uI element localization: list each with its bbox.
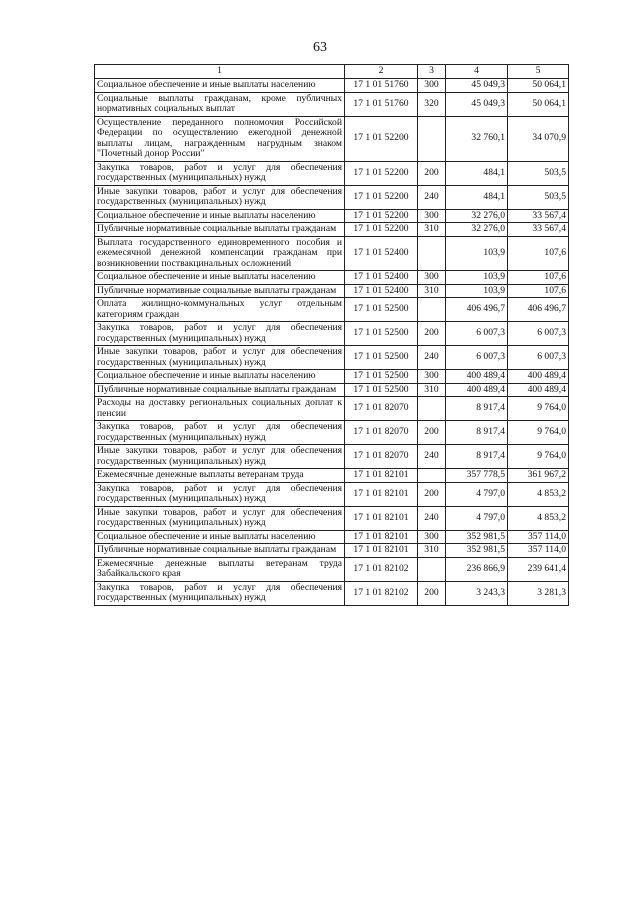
table-header-row: [95, 65, 569, 79]
table-row: [95, 530, 569, 544]
table-row: [95, 370, 569, 384]
row-code: 17 1 01 82101: [345, 544, 418, 558]
row-expense-type: 300: [418, 209, 446, 223]
row-name: Выплата государственного единовременного пособия и ежемесячной денежной компенсации гражданам при возникновении поствакцинальных осложнений: [95, 236, 345, 271]
row-value-year2: 6 007,3: [508, 322, 569, 346]
header-col-5: 5: [508, 65, 569, 79]
row-expense-type: 240: [418, 346, 446, 370]
row-value-year1: 352 981,5: [446, 530, 508, 544]
row-code: 17 1 01 52200: [345, 209, 418, 223]
row-value-year2: 107,6: [508, 236, 569, 271]
row-expense-type: [418, 116, 446, 161]
row-value-year1: 6 007,3: [446, 346, 508, 370]
header-col-2: 2: [345, 65, 418, 79]
row-value-year1: 103,9: [446, 236, 508, 271]
row-value-year1: 484,1: [446, 161, 508, 185]
row-code: 17 1 01 52200: [345, 116, 418, 161]
row-value-year2: 503,5: [508, 185, 569, 209]
row-name: Закупка товаров, работ и услуг для обеспечения государственных (муниципальных) нужд: [95, 581, 345, 605]
row-value-year2: 107,6: [508, 284, 569, 298]
row-value-year1: 6 007,3: [446, 322, 508, 346]
row-code: 17 1 01 52500: [345, 346, 418, 370]
page-number: 63: [313, 40, 327, 55]
row-value-year2: 361 967,2: [508, 469, 569, 483]
table-row: [95, 469, 569, 483]
row-value-year1: 3 243,3: [446, 581, 508, 605]
row-value-year2: 357 114,0: [508, 530, 569, 544]
row-value-year1: 45 049,3: [446, 92, 508, 116]
row-name: Оплата жилищно-коммунальных услуг отдельным категориям граждан: [95, 298, 345, 322]
row-code: 17 1 01 52500: [345, 370, 418, 384]
row-name: Иные закупки товаров, работ и услуг для обеспечения государственных (муниципальных) нужд: [95, 506, 345, 530]
row-value-year1: 406 496,7: [446, 298, 508, 322]
row-code: 17 1 01 52400: [345, 236, 418, 271]
row-value-year2: 107,6: [508, 271, 569, 285]
row-value-year2: 400 489,4: [508, 370, 569, 384]
row-name: Публичные нормативные социальные выплаты гражданам: [95, 544, 345, 558]
row-value-year1: 32 760,1: [446, 116, 508, 161]
table-row: [95, 92, 569, 116]
row-name: Ежемесячные денежные выплаты ветеранам труда Забайкальского края: [95, 557, 345, 581]
row-expense-type: 310: [418, 383, 446, 397]
row-expense-type: 300: [418, 79, 446, 93]
row-value-year2: 34 070,9: [508, 116, 569, 161]
table-row: [95, 298, 569, 322]
row-expense-type: [418, 557, 446, 581]
table-row: [95, 506, 569, 530]
row-expense-type: 320: [418, 92, 446, 116]
table-row: [95, 236, 569, 271]
table-row: [95, 581, 569, 605]
row-name: Закупка товаров, работ и услуг для обеспечения государственных (муниципальных) нужд: [95, 482, 345, 506]
row-value-year1: 8 917,4: [446, 445, 508, 469]
header-col-1: 1: [95, 65, 345, 79]
budget-table: [94, 64, 569, 606]
row-code: 17 1 01 51760: [345, 79, 418, 93]
row-code: 17 1 01 82070: [345, 397, 418, 421]
row-expense-type: [418, 298, 446, 322]
row-value-year2: 4 853,2: [508, 506, 569, 530]
row-expense-type: 310: [418, 223, 446, 237]
row-value-year1: 484,1: [446, 185, 508, 209]
row-value-year2: 9 764,0: [508, 445, 569, 469]
row-name: Иные закупки товаров, работ и услуг для обеспечения государственных (муниципальных) нужд: [95, 445, 345, 469]
row-expense-type: 300: [418, 370, 446, 384]
row-value-year2: 9 764,0: [508, 421, 569, 445]
row-expense-type: 200: [418, 322, 446, 346]
row-name: Публичные нормативные социальные выплаты гражданам: [95, 284, 345, 298]
row-code: 17 1 01 82070: [345, 445, 418, 469]
row-code: 17 1 01 51760: [345, 92, 418, 116]
row-code: 17 1 01 52400: [345, 271, 418, 285]
row-name: Социальное обеспечение и иные выплаты населению: [95, 79, 345, 93]
row-value-year2: 357 114,0: [508, 544, 569, 558]
row-value-year1: 400 489,4: [446, 370, 508, 384]
header-col-3: 3: [418, 65, 446, 79]
table-row: [95, 271, 569, 285]
row-code: 17 1 01 52200: [345, 161, 418, 185]
row-code: 17 1 01 82102: [345, 557, 418, 581]
row-value-year2: 50 064,1: [508, 79, 569, 93]
row-expense-type: [418, 236, 446, 271]
row-value-year1: 8 917,4: [446, 421, 508, 445]
table-row: [95, 482, 569, 506]
row-expense-type: 300: [418, 271, 446, 285]
row-code: 17 1 01 82101: [345, 506, 418, 530]
row-name: Публичные нормативные социальные выплаты гражданам: [95, 223, 345, 237]
row-expense-type: 200: [418, 421, 446, 445]
row-code: 17 1 01 82070: [345, 421, 418, 445]
table-row: [95, 557, 569, 581]
row-value-year2: 400 489,4: [508, 383, 569, 397]
row-value-year2: 406 496,7: [508, 298, 569, 322]
row-expense-type: 200: [418, 581, 446, 605]
row-value-year1: 45 049,3: [446, 79, 508, 93]
table-row: [95, 346, 569, 370]
row-value-year1: 103,9: [446, 271, 508, 285]
row-name: Закупка товаров, работ и услуг для обеспечения государственных (муниципальных) нужд: [95, 161, 345, 185]
row-expense-type: 310: [418, 544, 446, 558]
table-row: [95, 322, 569, 346]
row-value-year2: 9 764,0: [508, 397, 569, 421]
table-row: [95, 185, 569, 209]
row-name: Социальное обеспечение и иные выплаты населению: [95, 271, 345, 285]
table-row: [95, 223, 569, 237]
row-value-year1: 32 276,0: [446, 209, 508, 223]
row-name: Закупка товаров, работ и услуг для обеспечения государственных (муниципальных) нужд: [95, 421, 345, 445]
row-code: 17 1 01 52500: [345, 298, 418, 322]
row-expense-type: 240: [418, 506, 446, 530]
table-row: [95, 544, 569, 558]
row-expense-type: 240: [418, 445, 446, 469]
row-expense-type: [418, 397, 446, 421]
row-expense-type: 240: [418, 185, 446, 209]
row-code: 17 1 01 82101: [345, 482, 418, 506]
row-value-year1: 357 778,5: [446, 469, 508, 483]
row-value-year2: 50 064,1: [508, 92, 569, 116]
row-value-year1: 352 981,5: [446, 544, 508, 558]
table-row: [95, 383, 569, 397]
row-value-year2: 33 567,4: [508, 223, 569, 237]
row-expense-type: [418, 469, 446, 483]
row-value-year2: 503,5: [508, 161, 569, 185]
row-expense-type: 310: [418, 284, 446, 298]
row-name: Иные закупки товаров, работ и услуг для обеспечения государственных (муниципальных) нужд: [95, 185, 345, 209]
row-code: 17 1 01 52400: [345, 284, 418, 298]
row-value-year2: 239 641,4: [508, 557, 569, 581]
row-name: Социальное обеспечение и иные выплаты населению: [95, 209, 345, 223]
row-value-year1: 400 489,4: [446, 383, 508, 397]
row-expense-type: 200: [418, 161, 446, 185]
row-value-year1: 103,9: [446, 284, 508, 298]
row-name: Социальное обеспечение и иные выплаты населению: [95, 530, 345, 544]
row-value-year2: 4 853,2: [508, 482, 569, 506]
table-row: [95, 397, 569, 421]
row-name: Социальное обеспечение и иные выплаты населению: [95, 370, 345, 384]
row-value-year1: 236 866,9: [446, 557, 508, 581]
row-code: 17 1 01 52200: [345, 185, 418, 209]
row-name: Социальные выплаты гражданам, кроме публичных нормативных социальных выплат: [95, 92, 345, 116]
row-name: Осуществление переданного полномочия Российской Федерации по осуществлению ежегодной денежной выплаты лицам, награжденным нагрудным знаком "Почетный донор России": [95, 116, 345, 161]
row-name: Ежемесячные денежные выплаты ветеранам труда: [95, 469, 345, 483]
table-row: [95, 209, 569, 223]
table-row: [95, 445, 569, 469]
row-name: Закупка товаров, работ и услуг для обеспечения государственных (муниципальных) нужд: [95, 322, 345, 346]
table-row: [95, 161, 569, 185]
row-expense-type: 200: [418, 482, 446, 506]
table-row: [95, 79, 569, 93]
row-expense-type: 300: [418, 530, 446, 544]
row-value-year1: 32 276,0: [446, 223, 508, 237]
row-value-year1: 8 917,4: [446, 397, 508, 421]
row-value-year1: 4 797,0: [446, 506, 508, 530]
row-value-year2: 6 007,3: [508, 346, 569, 370]
table-body: [95, 79, 569, 606]
table-row: [95, 116, 569, 161]
row-name: Расходы на доставку региональных социальных доплат к пенсии: [95, 397, 345, 421]
header-col-4: 4: [446, 65, 508, 79]
row-code: 17 1 01 52500: [345, 322, 418, 346]
row-code: 17 1 01 52500: [345, 383, 418, 397]
row-value-year2: 33 567,4: [508, 209, 569, 223]
table-row: [95, 284, 569, 298]
row-code: 17 1 01 82102: [345, 581, 418, 605]
row-value-year2: 3 281,3: [508, 581, 569, 605]
row-code: 17 1 01 82101: [345, 469, 418, 483]
row-code: 17 1 01 82101: [345, 530, 418, 544]
row-name: Публичные нормативные социальные выплаты гражданам: [95, 383, 345, 397]
table-row: [95, 421, 569, 445]
row-value-year1: 4 797,0: [446, 482, 508, 506]
row-name: Иные закупки товаров, работ и услуг для обеспечения государственных (муниципальных) нужд: [95, 346, 345, 370]
row-code: 17 1 01 52200: [345, 223, 418, 237]
